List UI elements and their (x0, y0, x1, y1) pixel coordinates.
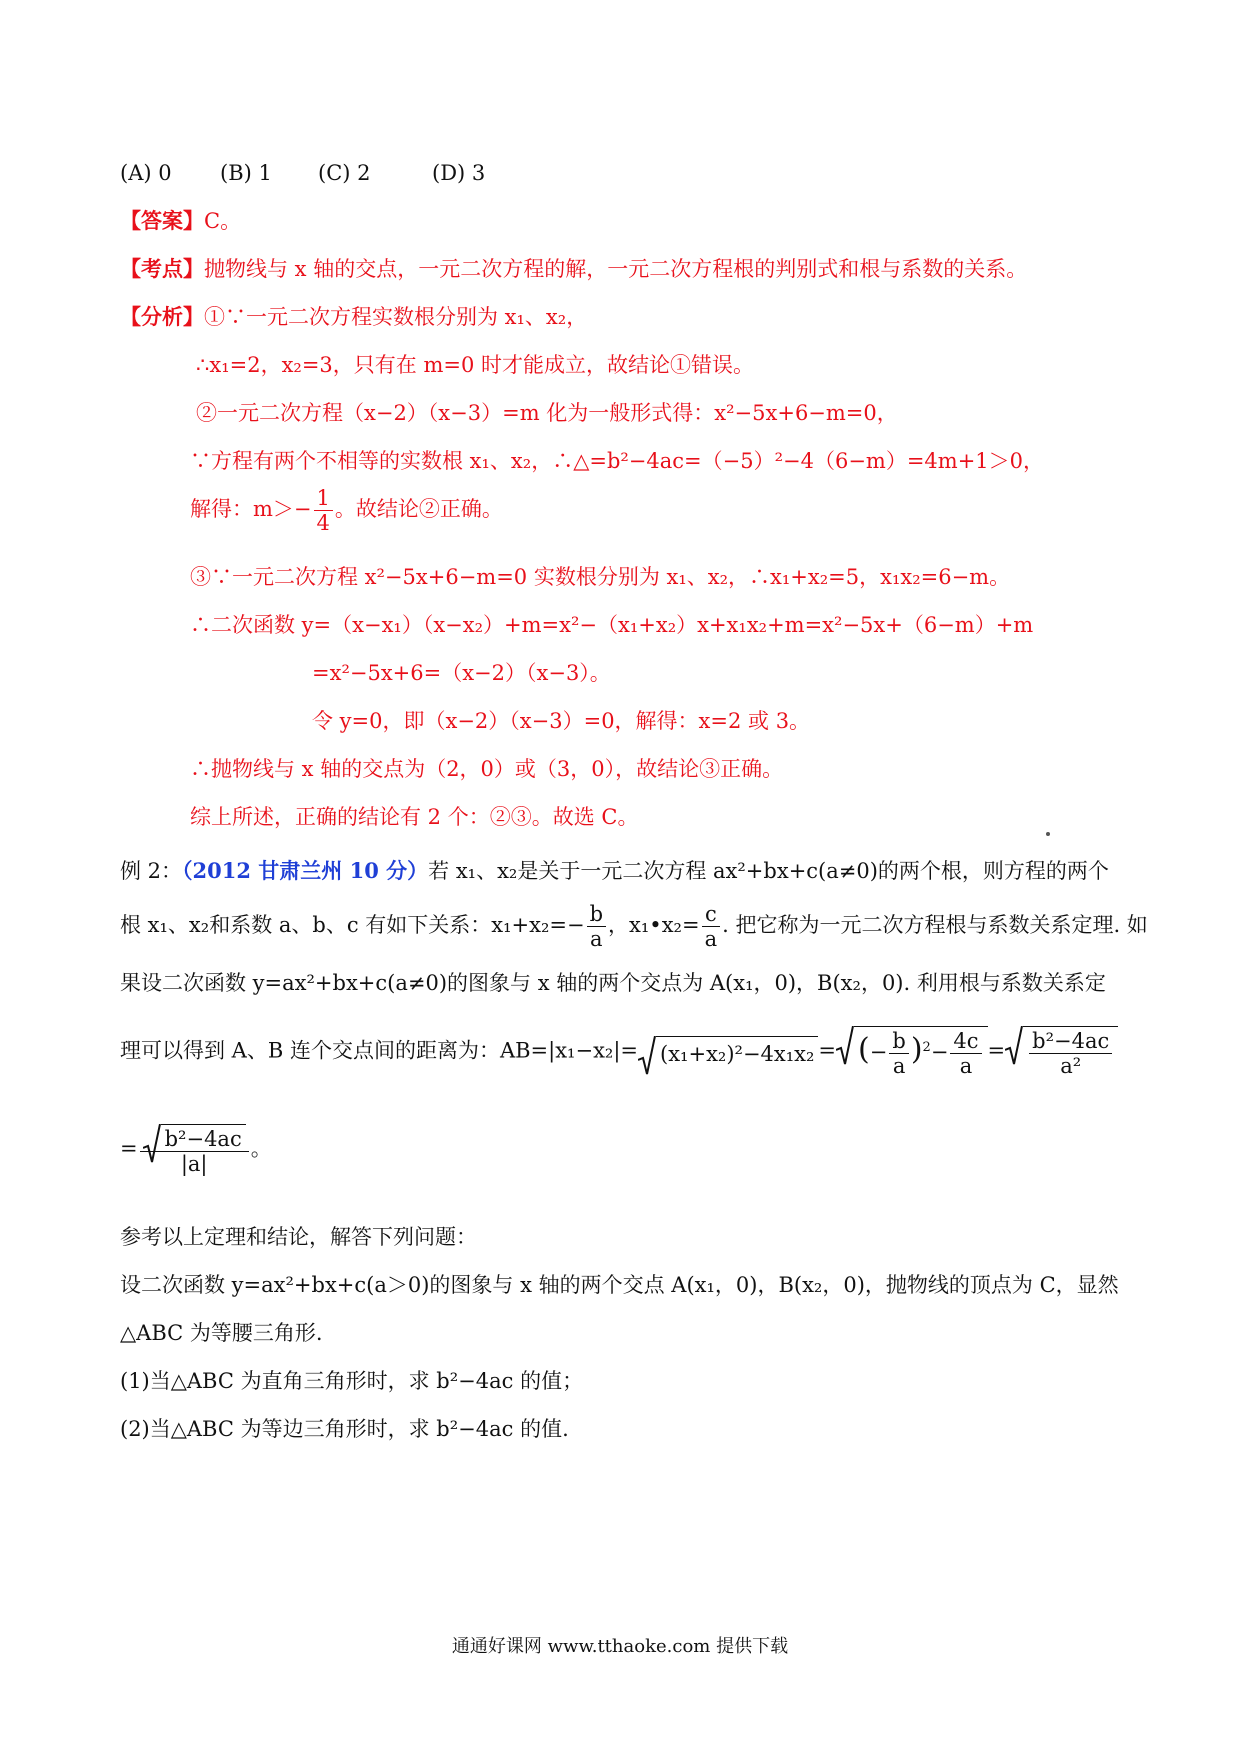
answer-tag: 【答案】 (120, 208, 204, 233)
analysis-text-5a: 解得：m＞− (190, 497, 312, 521)
fraction-b-over-a (587, 902, 606, 951)
fraction-den: a (704, 927, 718, 951)
fraction-den: 4 (316, 511, 330, 535)
analysis-line-1 (120, 302, 587, 332)
fraction-sqrt-disc-over-abs-a (140, 1124, 249, 1176)
fraction-one-quarter (314, 486, 333, 535)
example-prefix: 例 2： (120, 859, 183, 883)
answer-text: C。 (204, 209, 242, 233)
sqrt-expression-1 (638, 1036, 818, 1069)
example-line-8: △ABC 为等腰三角形. (120, 1321, 323, 1345)
radical-sign-icon (638, 1036, 656, 1076)
option-d: (D) 3 (432, 161, 486, 185)
analysis-line-6: ③∵一元二次方程 x²−5x+6−m=0 实数根分别为 x₁、x₂，∴x₁+x₂=5，x₁x₂=6−m。 (190, 565, 1011, 589)
topic-tag: 【考点】 (120, 256, 204, 281)
fraction-num (140, 1124, 249, 1152)
example-line-1 (120, 856, 1109, 886)
topic-line (120, 254, 1027, 284)
fraction-num: b²−4ac (1029, 1029, 1112, 1054)
analysis-text-1: ①∵一元二次方程实数根分别为 x₁、x₂， (204, 305, 588, 329)
option-c: (C) 2 (318, 161, 371, 185)
option-b: (B) 1 (220, 161, 272, 185)
sqrt-expression-2 (836, 1026, 988, 1078)
example-text-5-end: 。 (250, 1136, 272, 1161)
example-line-7: 设二次函数 y=ax²+bx+c(a＞0)的图象与 x 轴的两个交点 A(x₁，0)，B(x₂，0)，抛物线的顶点为 C，显然 (120, 1273, 1119, 1297)
example-text-2m: ，x₁•x₂= (608, 913, 700, 937)
fraction-den: a (959, 1054, 973, 1078)
page-footer: 通通好课网 www.tthaoke.com 提供下载 (451, 1636, 789, 1657)
example-line-3: 果设二次函数 y=ax²+bx+c(a≠0)的图象与 x 轴的两个交点为 A(x₁，0)，B(x₂，0). 利用根与系数关系定 (120, 971, 1106, 995)
option-a: (A) 0 (120, 161, 172, 185)
scan-dot (1046, 832, 1050, 836)
equals-sign-1: = (818, 1038, 837, 1063)
fraction-disc-over-a2 (1029, 1029, 1112, 1078)
radical-sign-icon (143, 1124, 161, 1164)
example-line-2 (120, 902, 1148, 951)
topic-text: 抛物线与 x 轴的交点，一元二次方程的解，一元二次方程根的判别式和根与系数的关系。 (204, 257, 1028, 281)
radicand-3 (1023, 1026, 1118, 1078)
analysis-line-8: =x²−5x+6=（x−2）（x−3）。 (312, 661, 611, 685)
example-line-6: 参考以上定理和结论，解答下列问题： (120, 1225, 477, 1249)
analysis-line-4: ∵方程有两个不相等的实数根 x₁、x₂，∴△=b²−4ac=（−5）²−4（6−m）=4m+1＞0， (190, 449, 1045, 473)
sqrt-expression-3 (1005, 1026, 1118, 1078)
question-1: (1)当△ABC 为直角三角形时，求 b²−4ac 的值； (120, 1369, 584, 1393)
answer-line (120, 206, 241, 236)
question-2: (2)当△ABC 为等边三角形时，求 b²−4ac 的值. (120, 1417, 569, 1441)
example-line-5: = $\frac{\text{b²−4ac}}{|a|}$ 。 (120, 1124, 272, 1176)
fraction-num: c (702, 902, 721, 927)
equals-sign-2: = (987, 1038, 1006, 1063)
fraction-num: 1 (314, 486, 333, 511)
example-text-2b: . 把它称为一元二次方程根与系数关系定理. 如 (722, 913, 1148, 937)
sqrt-expression-4 (143, 1124, 246, 1151)
analysis-line-2: ∴x₁=2，x₂=3，只有在 m=0 时才能成立，故结论①错误。 (196, 353, 755, 377)
example-source: （2012 甘肃兰州 10 分） (182, 858, 429, 883)
radical-sign-icon (836, 1026, 854, 1066)
radicand-4: b²−4ac (161, 1124, 246, 1151)
analysis-line-3: ②一元二次方程（x−2）（x−3）=m 化为一般形式得：x²−5x+6−m=0， (196, 401, 898, 425)
fraction-num: b (587, 902, 606, 927)
analysis-line-10: ∴抛物线与 x 轴的交点为（2，0）或（3，0），故结论③正确。 (190, 757, 784, 781)
analysis-tag: 【分析】 (120, 304, 204, 329)
analysis-line-9: 令 y=0，即（x−2）（x−3）=0，解得：x=2 或 3。 (312, 709, 811, 733)
example-text-2a: 根 x₁、x₂和系数 a、b、c 有如下关系：x₁+x₂=− (120, 913, 585, 937)
radicand-2: (− $\frac{b}{a}$ )$^2$− $\frac{4c}{a}$ (854, 1026, 988, 1078)
fraction-b-over-a-2 (889, 1029, 908, 1078)
fraction-den: a² (1060, 1054, 1082, 1078)
example-text-1: 若 x₁、x₂是关于一元二次方程 ax²+bx+c(a≠0)的两个根，则方程的两个 (428, 859, 1109, 883)
fraction-num: b (889, 1029, 908, 1054)
fraction-den: a (590, 927, 603, 951)
analysis-line-5 (190, 486, 503, 535)
analysis-line-11: 综上所述，正确的结论有 2 个：②③。故选 C。 (190, 805, 639, 829)
analysis-text-5b: 。故结论②正确。 (334, 497, 503, 521)
fraction-num: 4c (950, 1029, 981, 1054)
analysis-line-7: ∴二次函数 y=（x−x₁）（x−x₂）+m=x²−（x₁+x₂）x+x₁x₂+m=x²−5x+（6−m）+m (190, 613, 1034, 637)
radical-sign-icon (1005, 1026, 1023, 1066)
fraction-den: |a| (180, 1152, 208, 1176)
fraction-den: a (892, 1054, 906, 1078)
fraction-c-over-a (702, 902, 721, 951)
example-line-4 (120, 1026, 1118, 1078)
example-text-4a: 理可以得到 A、B 连个交点间的距离为：AB=|x₁−x₂|= (120, 1038, 639, 1063)
radicand-1: (x₁+x₂)²−4x₁x₂ (656, 1036, 818, 1069)
fraction-4c-over-a (950, 1029, 981, 1078)
